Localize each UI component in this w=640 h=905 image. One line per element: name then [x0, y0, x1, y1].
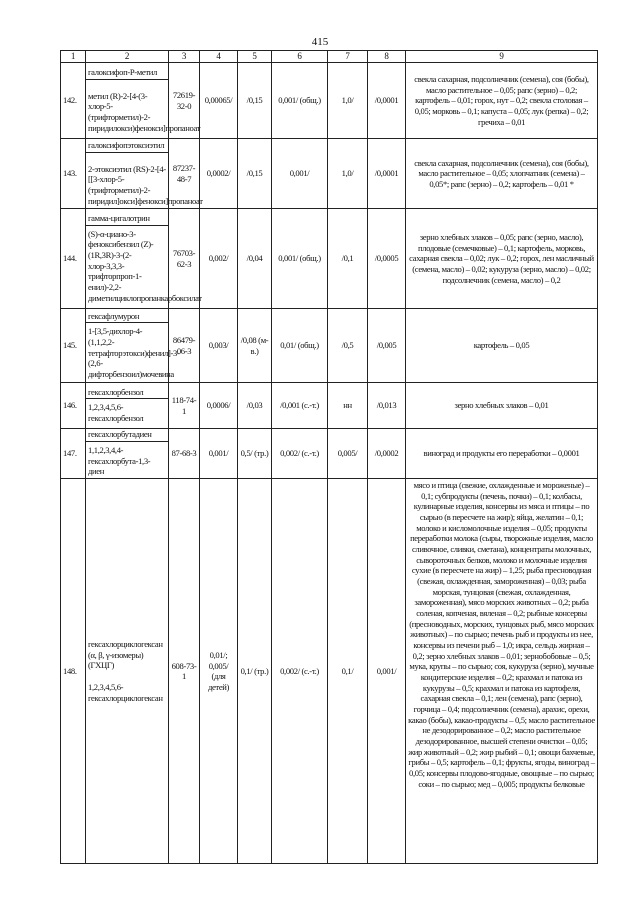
chemical-name: (S)-α-циано-3-феноксибензил (Z)-(1R,3R)-3-(2-хлор-3,3,3-трифторпроп-1-енил)-2,2-диметилциклопропанкарбоксилат	[88, 228, 202, 303]
row-number: 144.	[61, 209, 86, 309]
value-col8: /0,005	[368, 309, 406, 383]
column-header: 7	[328, 51, 368, 63]
value-col8: /0,0002	[368, 429, 406, 479]
value-col6: 0,001/ (общ.)	[272, 209, 328, 309]
residue-limits: свекла сахарная, подсолнечник (семена), соя (бобы), масло растительное – 0,05; рапс (зерно) – 0,2; картофель – 0,01; горох, нут – 0,2; свекла столовая – 0,05; морковь – 0,1; капуста – 0,05; лук (репка) – 0,2; гречиха – 0,01	[406, 63, 598, 139]
value-col6: 0,002/ (с.-т.)	[272, 479, 328, 864]
value-col5: /0,04	[238, 209, 272, 309]
residue-limits: свекла сахарная, подсолнечник (семена), соя (бобы), масло растительное – 0,05; хлопчатник (семена) – 0,05*; рапс (зерно) – 0,2; картофель – 0,01 *	[406, 139, 598, 209]
column-number-row	[61, 51, 598, 63]
value-col5: 0,1/ (тр.)	[238, 479, 272, 864]
value-col6: 0,01/ (общ.)	[272, 309, 328, 383]
chemical-name: 1,1,2,3,4,4-гексахлорбута-1,3-диен	[88, 445, 151, 477]
cas-number: 87-68-3	[169, 429, 200, 479]
value-col7: нн	[328, 383, 368, 429]
cas-number: 87237-48-7	[169, 139, 200, 209]
row-number: 148.	[61, 479, 86, 864]
value-col5: /0,08 (м-в.)	[238, 309, 272, 383]
row-number: 146.	[61, 383, 86, 429]
value-col4: 0,003/	[200, 309, 238, 383]
column-header: 8	[368, 51, 406, 63]
row-number: 145.	[61, 309, 86, 383]
substance-name: гексафлумурон	[86, 311, 168, 324]
value-col4: 0,002/	[200, 209, 238, 309]
value-col4: 0,00065/	[200, 63, 238, 139]
row-number: 143.	[61, 139, 86, 209]
value-col5: /0,15	[238, 139, 272, 209]
value-col8: 0,001/	[368, 479, 406, 864]
column-header: 2	[86, 51, 169, 63]
substance-name: гексахлорбутадиен	[86, 429, 168, 442]
table-row	[61, 309, 598, 383]
value-col5: /0,15	[238, 63, 272, 139]
value-col7: 0,1/	[328, 479, 368, 864]
substance-cell	[86, 309, 180, 383]
substance-name: гамма-цигалотрин	[86, 213, 168, 226]
value-col4: 0,01/; 0,005/ (для детей)	[200, 479, 238, 864]
table-row	[61, 209, 598, 309]
substance-name: галоксифоп-Р-метил	[86, 67, 168, 80]
row-number: 142.	[61, 63, 86, 139]
value-col8: /0,0001	[368, 139, 406, 209]
table-row	[61, 383, 598, 429]
chemical-name: 2-этоксиэтил (RS)-2-[4-[[3-хлор-5-(трифторметил)-2-пиридил]окси]фенокси]пропаноат	[88, 163, 203, 206]
table-row	[61, 479, 598, 864]
cas-number: 76703-62-3	[169, 209, 200, 309]
value-col5: /0,03	[238, 383, 272, 429]
residue-limits: виноград и продукты его переработки – 0,0001	[406, 429, 598, 479]
value-col6: 0,001/	[272, 139, 328, 209]
value-col6: 0,001/ (общ.)	[272, 63, 328, 139]
residue-limits: зерно хлебных злаков – 0,01	[406, 383, 598, 429]
value-col8: /0,013	[368, 383, 406, 429]
value-col5: 0,5/ (тр.)	[238, 429, 272, 479]
cas-number: 86479-06-3	[169, 309, 200, 383]
value-col4: 0,001/	[200, 429, 238, 479]
substance-name: гексахлорциклогексан (α, β, γ-изомеры) (ГХЦГ)	[88, 639, 163, 671]
value-col7: 1,0/	[328, 63, 368, 139]
chemical-name: 1,2,3,4,5,6-гексахлорциклогексан	[88, 681, 163, 703]
substance-cell	[86, 383, 169, 429]
substance-name: галоксифопэтоксиэтил	[86, 140, 168, 153]
chemical-name: метил (R)-2-[4-(3-хлор-5-(трифторметил)-2-пиридилокси)фенокси]пропаноат	[88, 90, 201, 133]
chemical-name: 1-[3,5-дихлор-4-(1,1,2,2-тетрафторэтокси)фенил]-3-(2,6-дифторбензоил)мочевина	[88, 326, 180, 379]
cas-number: 118-74-1	[169, 383, 200, 429]
value-col4: 0,0006/	[200, 383, 238, 429]
residue-limits: зерно хлебных злаков – 0,05; рапс (зерно, масло), плодовые (семечковые) – 0,1; картофель, морковь, сахарная свекла – 0,02; лук – 0,2; горох, лен масличный (семена, масло) – 0,02; кукуруза (зерно, масло) – 0,02; подсолнечник (семена, масло) – 0,2	[406, 209, 598, 309]
value-col6: /0,001 (с.-т.)	[272, 383, 328, 429]
value-col7: 1,0/	[328, 139, 368, 209]
substance-cell	[86, 479, 169, 864]
value-col4: 0,0002/	[200, 139, 238, 209]
column-header: 5	[238, 51, 272, 63]
page-number: 415	[311, 36, 329, 48]
row-number: 147.	[61, 429, 86, 479]
cas-number: 608-73-1	[169, 479, 200, 864]
column-header: 3	[169, 51, 200, 63]
chemical-name: 1,2,3,4,5,6-гексахлорбензол	[88, 402, 144, 423]
column-header: 1	[61, 51, 86, 63]
column-header: 9	[406, 51, 598, 63]
substance-name: гексахлорбензол	[86, 387, 168, 400]
value-col7: 0,005/	[328, 429, 368, 479]
table-row	[61, 139, 598, 209]
table-row	[61, 429, 598, 479]
residue-limits: мясо и птица (свежие, охлажденные и мороженые) – 0,1; субпродукты (печень, почки) – 0,1; колбасы, кулинарные изделия, консервы из мяса и птицы – по сырью (в пересчете на жир); яйца, желатин – 0,1; молоко и кисломолочные изделия – 0,05; продукты переработки молока (сыры, творожные изделия, масло сливочное, сливки, сметана), концентраты молочных, сывороточных белков, молоко и молочные изделия сухие (в пересчете на жир) – 1,25; рыба пресноводная (свежая, охлажденная, замороженная) – 0,03; рыба морская, тунцовая (свежая, охлажденная, замороженная), мясо морских животных – 0,2; рыба соленая, копченая, вяленая – 0,2; рыбные консервы (пресноводных, морских, тунцовых рыб, мясо морских животных) – по сырью; печень рыб и продукты из нее, консервы из печени рыб – 1,0; икра, сельдь жирная – 0,2; зерно хлебных злаков – 0,01; зернобобовые – 0,5; мука, крупы – по сырью; соя, кукуруза (зерно), мучные кондитерские изделия – 0,2; крахмал и патока из кукурузы – 0,5; крахмал и патока из картофеля, сахарная свекла – 0,1; лен (семена), рапс (зерно), горчица – 0,4; подсолнечник (семена), арахис, орехи, какао (бобы), какао-продукты – 0,5; масло растительное не дезодорированное – 0,2; масло растительное дезодорированное, высшей степени очистки – 0,05; жир животный – 0,2; жир рыбий – 0,1; овощи бахчевые, грибы – 0,5; картофель – 0,1; фрукты, ягоды, виноград – 0,05; консервы плодово-ягодные, овощные – по сырью; соки – по сырью; мед – 0,005; продукты белковые	[406, 479, 598, 864]
residue-limits: картофель – 0,05	[406, 309, 598, 383]
value-col8: /0,0005	[368, 209, 406, 309]
cas-number: 72619-32-0	[169, 63, 200, 139]
column-header: 4	[200, 51, 238, 63]
substance-cell	[86, 429, 169, 479]
column-header: 6	[272, 51, 328, 63]
value-col6: 0,002/ (с.-т.)	[272, 429, 328, 479]
value-col8: /0,0001	[368, 63, 406, 139]
value-col7: /0,5	[328, 309, 368, 383]
value-col7: /0,1	[328, 209, 368, 309]
hygiene-standards-table	[60, 50, 598, 864]
table-row	[61, 63, 598, 139]
